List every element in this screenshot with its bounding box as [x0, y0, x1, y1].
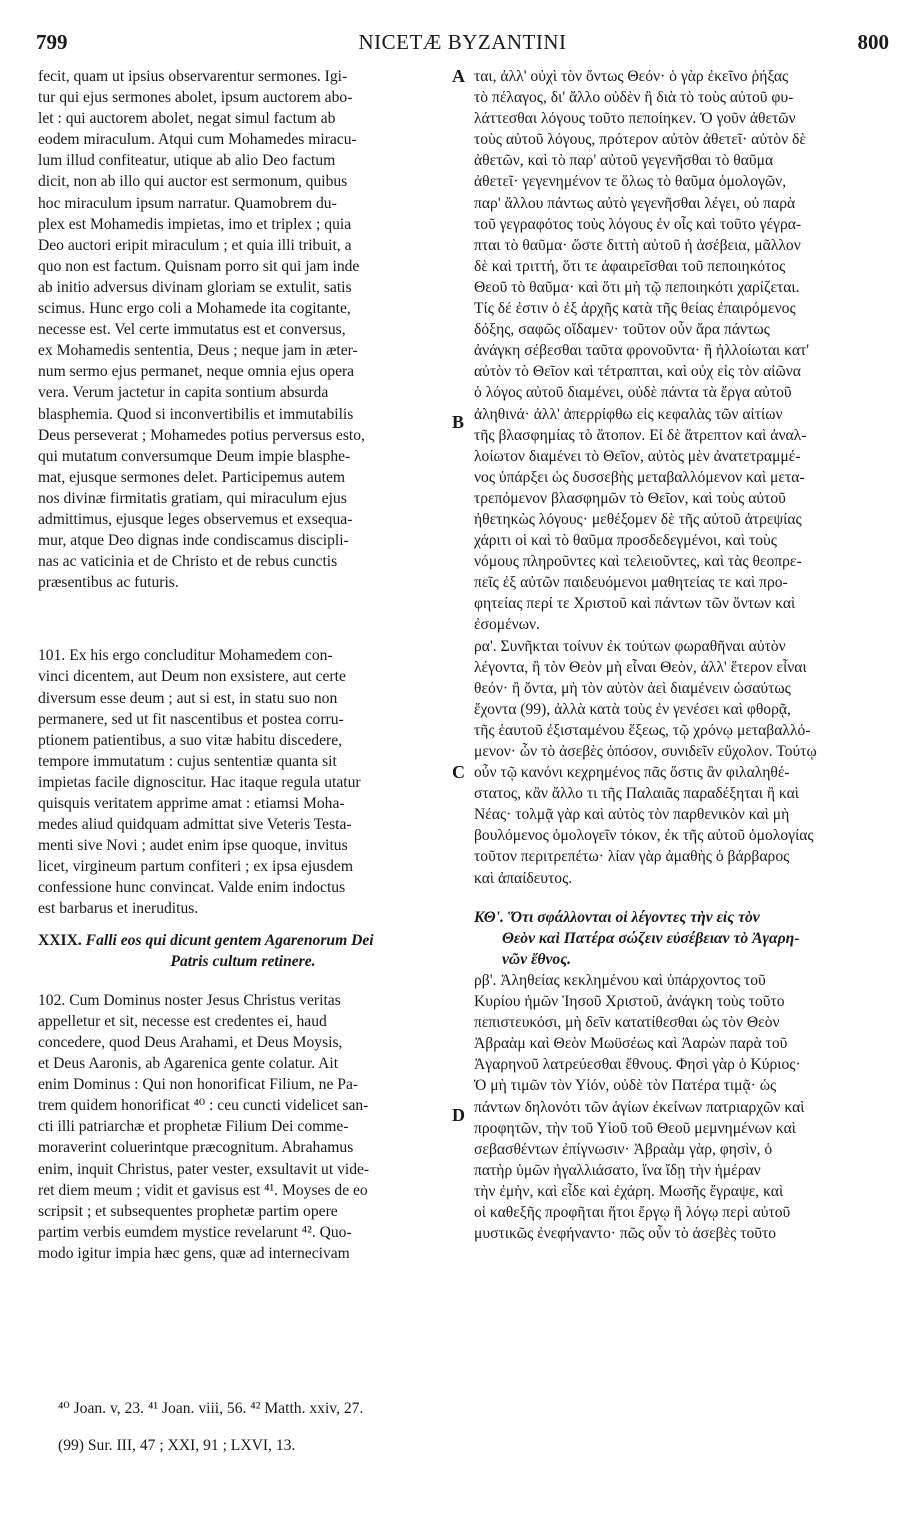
- text-line: licet, virgineum partum confiteri ; ex ipsa ejusdem: [38, 858, 353, 876]
- margin-letter-c: C: [452, 762, 465, 782]
- text-line: λέγοντα, ἢ τὸν Θεὸν μὴ εἶναι Θεὸν, ἀλλ' ἕτερον εἶναι: [474, 658, 807, 676]
- text-line: fecit, quam ut ipsius observarentur sermones. Igi-: [38, 68, 348, 85]
- text-line: confessione hunc convincat. Valde enim indoctus: [38, 879, 346, 897]
- text-line: est barbarus et ineruditus.: [38, 900, 199, 918]
- text-line: πεῖς ἐξ αὐτῶν παιδευόμενοι μαθητείας τε καὶ προ-: [474, 574, 788, 592]
- text-line: χάριτι οἱ καὶ τὸ θαῦμα προσδεδεγμένοι, καὶ τοὺς: [474, 532, 777, 550]
- text-line: et Deus Aaronis, ab Agarenica gente colatur. Ait: [38, 1055, 339, 1073]
- text-line: τὴν ἐμὴν, καὶ εἶδε καὶ ἐχάρη. Μωσῆς ἔγραψε, καὶ: [474, 1182, 784, 1200]
- text-line: plex est Mohamedis impietas, imo et triplex ; quia: [38, 215, 352, 233]
- greek-paragraph-101: [474, 636, 886, 889]
- text-line: enim Dominus : Qui non honorificat Filium, ne Pa-: [38, 1076, 359, 1094]
- page-header: [36, 30, 889, 60]
- text-line: νος ὑπάρξει ὡς δυσσεβὴς μεταβαλλόμενον καὶ μετα-: [474, 468, 805, 486]
- text-line: diversum esse deum ; aut si est, in statu suo non: [38, 689, 338, 707]
- text-line: δόξης, σαφῶς οἴδαμεν· τοῦτον οὖν ἄρα πάντως: [474, 321, 770, 339]
- section-title-greek-1: Ὅτι σφάλλονται οἱ λέγοντες τὴν εἰς τὸν: [507, 908, 760, 926]
- text-line: Ἀγαρηνοῦ λατρεύεσθαι ἔθνους. Φησὶ γὰρ ὁ Κύριος·: [474, 1056, 801, 1074]
- text-line: ἀθετεῖ· γεγενημένον τε ὅλως τὸ θαῦμα ὁμολογῶν,: [474, 173, 787, 191]
- text-line: num sermo ejus permanet, neque omnia ejus opera: [38, 363, 355, 381]
- text-line: tur qui ejus sermones abolet, ipsum auctorem abo-: [38, 89, 353, 107]
- greek-column: [474, 66, 886, 1244]
- text-line: Deo auctori eripit miraculum ; et quia illi tribuit, a: [38, 236, 352, 254]
- text-line: Τίς δέ ἐστιν ὁ ἐξ ἀρχῆς κατὰ τῆς θείας ἐπαιρόμενος: [474, 300, 796, 318]
- text-line: Θεοῦ τὸ θαῦμα· καὶ ὅτι μὴ τῷ πεποιηκότι χαρίζεται.: [474, 278, 800, 296]
- text-line: vinci dicentem, aut Deum non exsistere, aut certe: [38, 668, 346, 686]
- text-line: στατος, κἂν ἄλλο τι τῆς Παλαιᾶς παραδέξηται ἢ καὶ: [474, 785, 799, 803]
- running-title: NICETÆ BYZANTINI: [358, 30, 567, 54]
- text-line: Νέας· τολμᾷ γὰρ καὶ αὐτὸς τὸν παρθενικὸν καὶ μὴ: [474, 806, 790, 824]
- text-line: καὶ ἀπαίδευτος.: [474, 869, 573, 887]
- text-line: let : qui auctorem abolet, negat simul factum ab: [38, 110, 336, 128]
- section-title-greek-3: νῶν ἔθνος.: [502, 950, 572, 968]
- text-line: nos divinæ firmitatis gratiam, qui miraculum ejus: [38, 489, 347, 507]
- margin-letter-a: A: [452, 66, 465, 86]
- left-page-number: 799: [36, 30, 68, 54]
- text-line: πάντων δηλονότι τῶν ἁγίων ἐκείνων πατριαρχῶν καὶ: [474, 1098, 805, 1116]
- text-line: οἱ καθεξῆς προφῆται ἤτοι ἔργῳ ἢ λόγῳ περὶ αὐτοῦ: [474, 1203, 791, 1221]
- text-line: ὁ λόγος αὐτοῦ διαμένει, οὐδὲ πάντα τὰ ἔργα αὐτοῦ: [474, 384, 792, 402]
- text-line: 102. Cum Dominus noster Jesus Christus veritas: [38, 991, 341, 1009]
- section-title-greek-2: Θεὸν καὶ Πατέρα σώζειν εὐσέβειαν τὸ Ἀγαρη-: [502, 929, 800, 947]
- text-line: τὸ πέλαγος, δι' ἄλλο οὐδὲν ἢ διὰ τὸ τοὺς αὐτοῦ φυ-: [474, 89, 794, 107]
- text-line: ἀληθινά· ἀλλ' ἀπερρίφθω εἰς κεφαλὰς τῶν αἰτίων: [474, 405, 783, 423]
- latin-paragraph-100: [38, 66, 448, 593]
- footnote-scripture-refs: ⁴⁰ Joan. v, 23. ⁴¹ Joan. viii, 56. ⁴² Matth. xxiv, 27.: [58, 1400, 364, 1417]
- text-line: dicit, non ab illo qui auctor est sermonum, quibus: [38, 173, 348, 191]
- text-line: impietas facile dignoscitur. Hac itaque regula utatur: [38, 773, 361, 791]
- text-line: ἀνάγκη σέβεσθαι ταῦτα φρονοῦντα· ἢ ἠλλοίωται κατ': [474, 342, 810, 360]
- text-line: αὐτὸν τὸ Θεῖον καὶ τέτραπται, καὶ οὐχ εἰς τὸν αἰῶνα: [474, 363, 801, 381]
- text-line: τῆς ἑαυτοῦ ἐξισταμένου ἕξεως, τῷ χρόνῳ μεταβαλλό-: [474, 721, 811, 739]
- footnotes: [58, 1398, 363, 1456]
- margin-letter-b: B: [452, 412, 465, 432]
- text-line: hoc miraculum ipsum narratur. Quamobrem du-: [38, 194, 337, 212]
- text-line: λοίωτον διαμένει τὸ Θεῖον, αὐτὸς μὲν ἀνατετραμμέ-: [474, 447, 801, 465]
- text-line: vera. Verum jactetur in capita sontium absurda: [38, 384, 329, 402]
- text-line: ret diem meum ; vidit et gavisus est ⁴¹. Moyses de eo: [38, 1181, 368, 1199]
- text-line: τρεπόμενον βλασφημῶν τὸ Θεῖον, καὶ τοὺς αὐτοῦ: [474, 489, 786, 507]
- text-line: necesse est. Vel certe immutatus est et conversus,: [38, 321, 346, 339]
- text-line: πατὴρ ὑμῶν ἠγαλλιάσατο, ἵνα ἴδῃ τὴν ἡμέραν: [474, 1161, 761, 1179]
- text-line: ἔχοντα (99), ἀλλὰ κατὰ τοὺς ἐν γενέσει καὶ φθορᾷ,: [474, 700, 791, 718]
- text-line: cti illi patriarchæ et prophetæ Filium Dei comme-: [38, 1118, 349, 1136]
- text-line: quo non est factum. Quisnam porro sit qui jam inde: [38, 257, 360, 275]
- text-line: 101. Ex his ergo concluditur Mohamedem con-: [38, 647, 333, 665]
- text-line: menti sive Novi ; audet enim ipse quoque, invitus: [38, 837, 348, 855]
- text-line: quisquis veritatem apprime amat : etiamsi Moha-: [38, 795, 345, 812]
- latin-section-heading: [38, 930, 448, 972]
- text-line: τοῦ γεγραφότος τοὺς λόγους ἐν οἷς καὶ τοῦτο γέγρα-: [474, 215, 802, 233]
- latin-column: [38, 66, 448, 1264]
- text-line: admittimus, ejusque leges observemus et exsequa-: [38, 510, 353, 528]
- text-line: ρα'. Συνῆκται τοίνυν ἐκ τούτων φωραθῆναι αὐτὸν: [474, 637, 786, 655]
- text-line: ab initio adversus divinam gloriam se extulit, satis: [38, 278, 352, 296]
- text-line: βουλόμενος ὁμολογεῖν τόκον, ἐκ τῆς αὐτοῦ ὁμολογίας: [474, 827, 814, 845]
- text-line: ἠθετηκὼς λόγους· μεθέξομεν δὲ τῆς αὐτοῦ ἀτρεψίας: [474, 510, 802, 528]
- text-line: mat, ejusque sermones delet. Participemus autem: [38, 468, 346, 486]
- text-line: modo igitur impia hæc gens, quæ ad internecivam: [38, 1244, 350, 1262]
- text-line: τῆς βλασφημίας τὸ ἄτοπον. Εἰ δὲ ἄτρεπτον καὶ ἀναλ-: [474, 426, 807, 444]
- text-line: θεόν· ἢ ὄντα, μὴ τὸν αὐτὸν ἀεὶ διαμένειν ὡσαύτως: [474, 679, 791, 697]
- text-line: σεβασθέντων ἐπίγνωσιν· Ἀβραὰμ γὰρ, φησὶν, ὁ: [474, 1140, 773, 1158]
- text-line: νόμους πληροῦντες καὶ τελειοῦντες, καὶ τὰς θεοπρε-: [474, 553, 802, 571]
- text-line: eodem miraculum. Atqui cum Mohamedes miracu-: [38, 131, 357, 149]
- section-title-latin-1: Falli eos qui dicunt gentem Agarenorum Dei: [85, 931, 374, 949]
- greek-paragraph-102: [474, 970, 886, 1244]
- greek-section-heading: [474, 907, 886, 970]
- latin-paragraph-101: [38, 645, 448, 919]
- text-line: τοὺς αὐτοῦ λόγους, πρότερον αὐτὸν ἀθετεῖ· αὐτὸν δὲ: [474, 131, 806, 149]
- text-line: ἀθετῶν, καὶ τὸ παρ' αὐτοῦ γεγενῆσθαι τὸ θαῦμα: [474, 152, 774, 170]
- text-line: προφητῶν, τὴν τοῦ Υἱοῦ τοῦ Θεοῦ μεμνημένων καὶ: [474, 1119, 796, 1137]
- text-line: δὲ καὶ τριττή, ὅτι τε ἀφαιρεῖσθαι τοῦ πεποιηκότος: [474, 257, 786, 275]
- text-line: μενον· ὧν τὸ ἀσεβὲς ὁπόσον, συνιδεῖν εὔχολον. Τούτῳ: [474, 743, 817, 760]
- text-line: πται τὸ θαῦμα· ὥστε διττὴ αὐτοῦ ἡ ἀσέβεια, μᾶλλον: [474, 236, 801, 254]
- text-line: qui mutatum conversumque Deum impie blasphe-: [38, 447, 351, 465]
- text-line: trem quidem honorificat ⁴⁰ : ceu cuncti videlicet san-: [38, 1097, 369, 1115]
- greek-paragraph-100: [474, 66, 886, 636]
- text-line: scripsit ; et subsequentes prophetæ partim opere: [38, 1202, 338, 1220]
- text-line: ptionem patientibus, a suo vitæ habitu discedere,: [38, 731, 343, 749]
- text-line: φητείας περί τε Χριστοῦ καὶ πάντων τῶν ὄντων καὶ: [474, 595, 796, 613]
- text-line: Κυρίου ἡμῶν Ἰησοῦ Χριστοῦ, ἀνάγκη τοὺς τοῦτο: [474, 993, 785, 1011]
- section-title-latin-2: Patris cultum retinere.: [170, 952, 316, 970]
- text-line: τοῦτον περιτρεπέτω· λίαν γὰρ ἀμαθὴς ὁ βάρβαρος: [474, 848, 790, 866]
- text-line: partim verbis eumdem mystice revelarunt ⁴². Quo-: [38, 1223, 352, 1241]
- text-line: Ὁ μὴ τιμῶν τὸν Υἱόν, οὐδὲ τὸν Πατέρα τιμᾷ· ὡς: [474, 1077, 777, 1095]
- margin-letter-d: D: [452, 1105, 465, 1125]
- text-line: μυστικῶς ἐνεφήναντο· πῶς οὖν τὸ ἀσεβὲς τοῦτο: [474, 1225, 777, 1243]
- text-line: enim, inquit Christus, pater vester, exsultavit ut vide-: [38, 1160, 370, 1178]
- text-line: præsentibus ac futuris.: [38, 574, 179, 592]
- text-line: appelletur et sit, necesse est credentes ei, haud: [38, 1012, 327, 1030]
- latin-paragraph-102: [38, 990, 448, 1264]
- text-line: lum illud confiteatur, utique ab alio Deo factum: [38, 152, 336, 170]
- text-line: ἐσομένων.: [474, 616, 540, 634]
- text-line: Ἀβραὰμ καὶ Θεὸν Μωϋσέως καὶ Ἀαρὼν παρὰ τοῦ: [474, 1035, 788, 1053]
- footnote-sura-refs: (99) Sur. III, 47 ; XXI, 91 ; LXVI, 13.: [58, 1437, 296, 1454]
- text-line: concedere, quod Deus Arahami, et Deus Moysis,: [38, 1033, 343, 1051]
- text-line: Deus perseverat ; Mohamedes potius perversus esto,: [38, 426, 365, 444]
- text-line: λάττεσθαι λόγους τοῦτο πεποίηκεν. Ὁ γοῦν ἀθετῶν: [474, 110, 796, 128]
- right-page-number: 800: [857, 30, 889, 54]
- text-line: mur, atque Deo dignas inde condiscamus discipli-: [38, 532, 349, 550]
- text-line: ρβ'. Ἀληθείας κεκλημένου καὶ ὑπάρχοντος τοῦ: [474, 971, 766, 989]
- text-line: nas ac vaticinia et de Christo et de rebus cunctis: [38, 553, 338, 571]
- section-number-greek: ΚΘ'.: [474, 908, 504, 926]
- text-line: οὖν τῷ κανόνι κεχρημένος πᾶς ὅστις ἂν φιλαληθέ-: [474, 764, 790, 782]
- section-number-latin: XXIX.: [38, 931, 82, 949]
- text-line: παρ' ἄλλου πάντως αὐτὸ γεγενῆσθαι λέγει, οὐ παρὰ: [474, 194, 796, 212]
- text-line: medes aliud quidquam admittat sive Veteris Testa-: [38, 816, 352, 834]
- text-line: blasphemia. Quod si inconvertibilis et immutabilis: [38, 405, 354, 423]
- text-line: permanere, sed ut fit nascentibus et postea corru-: [38, 710, 344, 728]
- text-line: tempore immutatum : cujus sententiæ quanta sit: [38, 752, 337, 770]
- text-line: ex Mohamedis sententia, Deus ; neque jam in æter-: [38, 342, 358, 360]
- text-line: πεπιστευκόσι, μὴ δεῖν κατατίθεσθαι ὡς τὸν Θεὸν: [474, 1014, 780, 1032]
- text-line: scimus. Hunc ergo coli a Mohamede ita cogitante,: [38, 300, 351, 318]
- text-line: ται, ἀλλ' οὐχὶ τὸν ὄντως Θεόν· ὁ γὰρ ἐκεῖνο ῥήξας: [474, 68, 789, 85]
- text-line: moraverint coluerintque præcognitum. Abrahamus: [38, 1139, 354, 1157]
